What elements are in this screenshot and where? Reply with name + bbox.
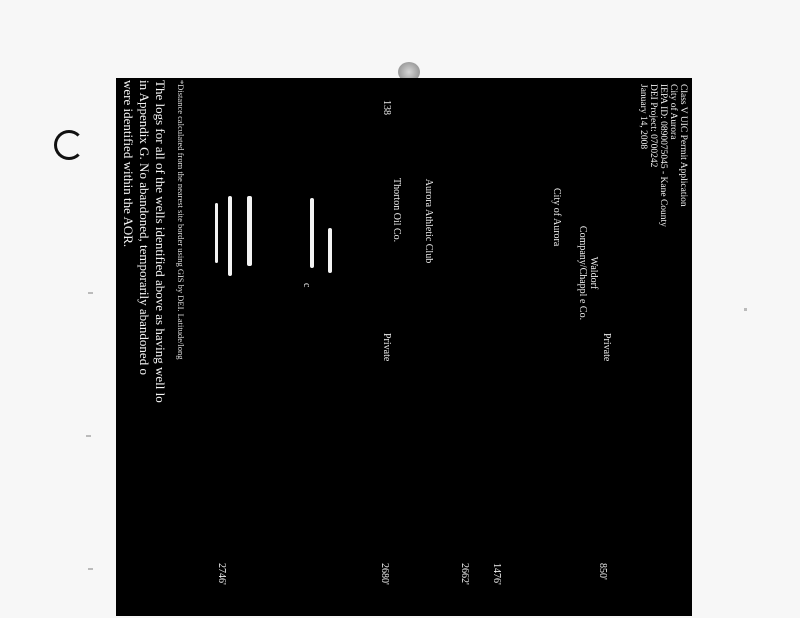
type-cell: Private [381,333,392,362]
owner-cell: Thorton Oil Co. [391,178,402,243]
depth-cell: 2662' [459,563,470,585]
depth-cell: 2680' [379,563,390,585]
body-paragraph [120,80,168,616]
scan-speck [88,568,93,570]
rotated-content [116,78,692,616]
body-line: were identified within the AOR. [121,80,136,248]
header-line: IEPA ID: 0890075045 - Kane County [658,84,668,227]
header-line: City of Aurora [668,84,678,140]
type-cell: Private [601,333,612,362]
depth-cell: 1476' [491,563,502,585]
punch-hole-mark [54,130,84,160]
redaction-bar [310,198,314,268]
small-mark: c [301,283,312,288]
redaction-bar [228,196,232,276]
inverted-document-region [116,78,692,616]
redaction-bar [215,203,218,263]
owner-cell: City of Aurora [551,188,562,247]
redaction-bar [328,228,332,273]
footnote: *Distance calculated from the nearest site border using GIS by DEI. Latitude/long [176,80,186,360]
body-line: in Appendix G. No abandoned, temporarily abandoned o [137,80,152,375]
header-line: Class V UIC Permit Application [678,84,688,207]
owner-cell: Waldorf Company/Chappl e Co. [577,225,599,321]
depth-cell: 2746' [216,563,227,585]
scan-speck [86,435,91,437]
owner-cell: Aurora Athletic Club [423,178,434,264]
scan-speck [744,308,747,311]
row-id-cell: 138 [381,100,392,115]
scan-speck [88,292,93,294]
header-line: DEI Project: 0700242 [648,84,658,168]
body-line: The logs for all of the wells identified above as having well lo [153,80,168,403]
redaction-bar [247,196,252,266]
header-line: January 14, 2008 [638,84,648,150]
depth-cell: 850' [597,563,608,580]
page-header [638,84,688,227]
